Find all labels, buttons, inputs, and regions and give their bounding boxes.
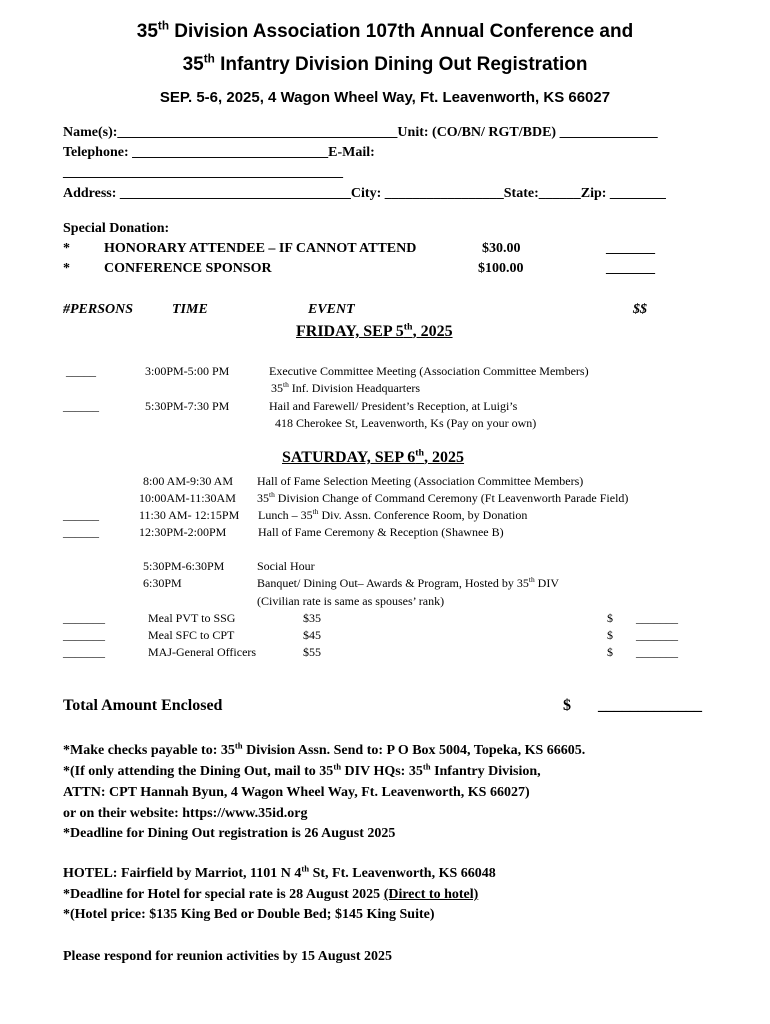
telephone-email-field[interactable]: Telephone: ____________________________E-Mail: bbox=[63, 145, 375, 160]
meal-dollar: $ bbox=[607, 628, 613, 642]
attn-address: ATTN: CPT Hannah Byun, 4 Wagon Wheel Way, Ft. Leavenworth, KS 66027) bbox=[63, 785, 530, 800]
event-subtitle: SEP. 5-6, 2025, 4 Wagon Wheel Way, Ft. Leavenworth, KS 66027 bbox=[159, 89, 611, 106]
friday-heading: FRIDAY, SEP 5th, 2025 bbox=[296, 321, 453, 340]
event-description: 35th Division Change of Command Ceremony (Ft Leavenworth Parade Field) bbox=[257, 490, 629, 505]
donation-heading: Special Donation: bbox=[63, 221, 170, 236]
names-unit-field[interactable]: Name(s):________________________________________Unit: (CO/BN/ RGT/BDE) ______________ bbox=[63, 125, 658, 140]
event-time: 6:30PM bbox=[143, 576, 182, 590]
donation-item-blank[interactable]: _______ bbox=[606, 241, 655, 256]
donation-item-blank[interactable]: _______ bbox=[606, 261, 655, 276]
event-description: Executive Committee Meeting (Association Committee Members) bbox=[269, 364, 589, 378]
event-time: 10:00AM-11:30AM bbox=[139, 491, 236, 505]
donation-bullet: * bbox=[63, 241, 70, 256]
attendee-count-blank[interactable]: ______ bbox=[63, 399, 99, 413]
meal-label: MAJ-General Officers bbox=[148, 645, 257, 659]
event-time: 8:00 AM-9:30 AM bbox=[143, 474, 234, 488]
meal-dollar: $ bbox=[607, 645, 613, 659]
event-time: 11:30 AM- 12:15PM bbox=[139, 508, 240, 522]
event-description: 418 Cherokee St, Leavenworth, Ks (Pay on your own) bbox=[275, 416, 537, 430]
donation-item-label: CONFERENCE SPONSOR bbox=[104, 261, 272, 276]
total-amount-blank[interactable]: _____________ bbox=[598, 697, 702, 714]
attendee-count-blank[interactable]: ______ bbox=[63, 525, 99, 539]
meal-label: Meal PVT to SSG bbox=[148, 611, 236, 625]
event-time: 12:30PM-2:00PM bbox=[139, 525, 227, 539]
donation-item-price: $30.00 bbox=[482, 241, 521, 256]
event-description: 35th Inf. Division Headquarters bbox=[271, 380, 421, 395]
saturday-heading: SATURDAY, SEP 6th, 2025 bbox=[282, 447, 465, 466]
column-time: TIME bbox=[172, 302, 208, 317]
total-label: Total Amount Enclosed bbox=[63, 697, 223, 714]
meal-price: $45 bbox=[303, 628, 321, 642]
respond-deadline: Please respond for reunion activities by 15 August 2025 bbox=[63, 949, 393, 964]
column-persons: #PERSONS bbox=[63, 302, 134, 317]
attendee-count-blank[interactable]: _____ bbox=[66, 364, 96, 378]
address-field[interactable]: Address: _________________________________City: _________________State:______Zip: ________ bbox=[63, 186, 666, 201]
title-line-1: 35th Division Association 107th Annual Conference and bbox=[136, 19, 634, 42]
meal-amount-blank[interactable]: _______ bbox=[636, 645, 678, 659]
attendee-count-blank[interactable]: ______ bbox=[63, 508, 99, 522]
column-event: EVENT bbox=[308, 302, 355, 317]
event-description: Hail and Farewell/ President’s Reception, at Luigi’s bbox=[269, 399, 518, 413]
meal-dollar: $ bbox=[607, 611, 613, 625]
email-field-line[interactable]: ________________________________________ bbox=[63, 165, 343, 180]
website-note: or on their website: https://www.35id.org bbox=[63, 806, 308, 821]
meal-count-blank[interactable]: _______ bbox=[63, 628, 105, 642]
donation-item-label: HONORARY ATTENDEE – IF CANNOT ATTEND bbox=[104, 241, 417, 256]
meal-amount-blank[interactable]: _______ bbox=[636, 611, 678, 625]
donation-bullet: * bbox=[63, 261, 70, 276]
event-description: (Civilian rate is same as spouses’ rank) bbox=[257, 594, 445, 608]
meal-price: $35 bbox=[303, 611, 321, 625]
event-description: Hall of Fame Selection Meeting (Association Committee Members) bbox=[257, 474, 584, 488]
donation-item-price: $100.00 bbox=[478, 261, 524, 276]
event-description: Banquet/ Dining Out– Awards & Program, Hosted by 35th DIV bbox=[257, 575, 559, 590]
dining-out-mail-note: *(If only attending the Dining Out, mail to 35th DIV HQs: 35th Infantry Division, bbox=[63, 761, 541, 779]
meal-count-blank[interactable]: _______ bbox=[63, 611, 105, 625]
hotel-price: *(Hotel price: $135 King Bed or Double Bed; $145 King Suite) bbox=[63, 907, 435, 922]
meal-label: Meal SFC to CPT bbox=[148, 628, 235, 642]
event-time: 5:30PM-6:30PM bbox=[143, 559, 225, 573]
column-amount: $$ bbox=[633, 302, 647, 317]
event-time: 3:00PM-5:00 PM bbox=[145, 364, 230, 378]
total-dollar: $ bbox=[563, 697, 571, 714]
dining-out-deadline: *Deadline for Dining Out registration is 26 August 2025 bbox=[63, 826, 396, 841]
meal-count-blank[interactable]: _______ bbox=[63, 645, 105, 659]
event-description: Lunch – 35th Div. Assn. Conference Room, by Donation bbox=[258, 507, 528, 522]
hotel-info: HOTEL: Fairfield by Marriot, 1101 N 4th St, Ft. Leavenworth, KS 66048 bbox=[63, 863, 496, 881]
title-line-2: 35th Infantry Division Dining Out Registration bbox=[182, 52, 588, 75]
meal-price: $55 bbox=[303, 645, 321, 659]
event-description: Hall of Fame Ceremony & Reception (Shawnee B) bbox=[258, 525, 504, 539]
hotel-deadline: *Deadline for Hotel for special rate is 28 August 2025 (Direct to hotel) bbox=[63, 887, 479, 902]
event-time: 5:30PM-7:30 PM bbox=[145, 399, 230, 413]
event-description: Social Hour bbox=[257, 559, 315, 573]
direct-to-hotel-link[interactable]: (Direct to hotel) bbox=[383, 887, 479, 902]
meal-amount-blank[interactable]: _______ bbox=[636, 628, 678, 642]
payment-note: *Make checks payable to: 35th Division Assn. Send to: P O Box 5004, Topeka, KS 66605. bbox=[63, 740, 586, 758]
